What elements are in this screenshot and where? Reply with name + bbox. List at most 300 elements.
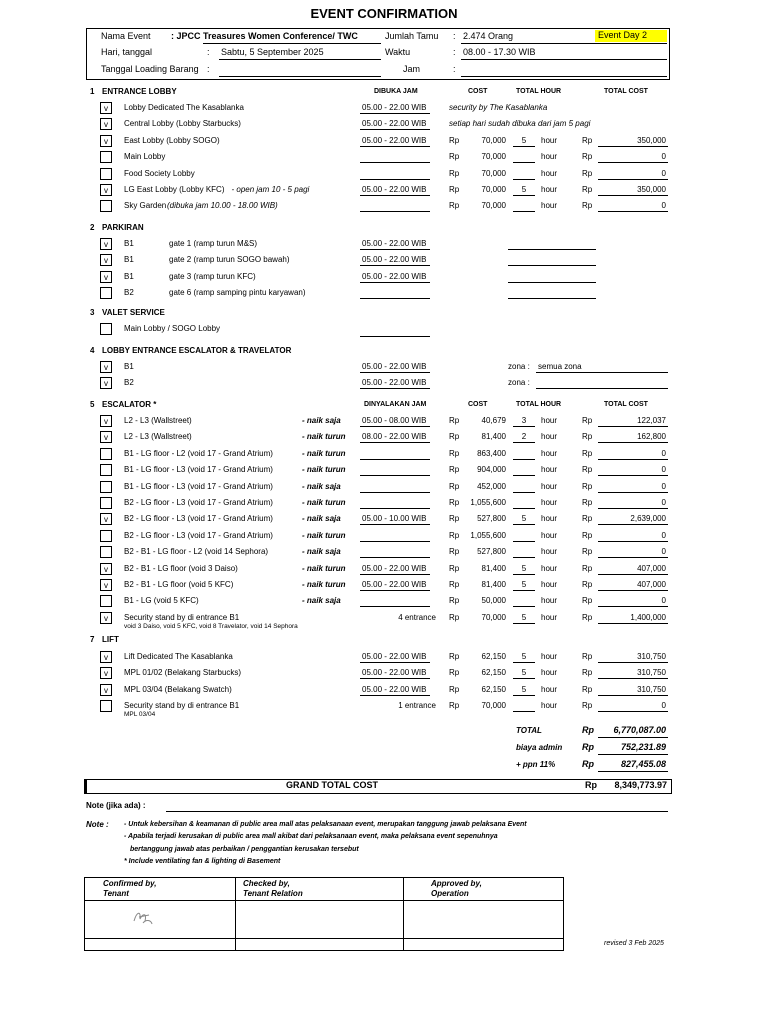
escalator-direction: - naik turun [302, 498, 346, 507]
checkbox[interactable]: v [100, 238, 112, 250]
cost-value: 70,000 [481, 201, 506, 211]
cost-rp: Rp [449, 185, 460, 194]
cost-value: 1,055,600 [470, 530, 506, 540]
waktu-label: Waktu [385, 47, 411, 57]
lobbyesc-jam: 05.00 - 22.00 WIB [362, 362, 427, 371]
checkbox[interactable]: v [100, 361, 112, 373]
section-2-num: 2 [90, 223, 95, 232]
total-rp: Rp [582, 432, 593, 442]
parkiran-jam: 05.00 - 22.00 WIB [362, 271, 427, 281]
hour-unit: hour [541, 481, 558, 491]
underline [513, 695, 535, 696]
lift-name: MPL 01/02 (Belakang Starbucks) [124, 668, 242, 678]
section-5-title: ESCALATOR * [102, 400, 157, 409]
total-rp: Rp [582, 547, 593, 557]
total-value: 350,000 [637, 135, 666, 145]
total-value: 0 [661, 481, 666, 491]
checked-by-label: Checked by, [243, 879, 290, 888]
lift-jam: 05.00 - 22.00 WIB [362, 652, 427, 661]
lift-jam: 1 entrance [398, 701, 436, 711]
total-value: 407,000 [637, 580, 666, 589]
entrance-jam: 05.00 - 22.00 WIB [362, 103, 427, 112]
checkbox[interactable] [100, 448, 112, 460]
underline [360, 388, 430, 389]
underline [513, 678, 535, 679]
escalator-direction: - naik saja [302, 514, 341, 524]
hours-value: 2 [521, 432, 527, 442]
confirmed-by-label: Confirmed by, [103, 879, 157, 888]
underline [598, 678, 668, 679]
checkbox[interactable]: v [100, 579, 112, 591]
total-value: 0 [661, 168, 666, 178]
cost-rp: Rp [449, 514, 460, 524]
parkiran-level: B1 [124, 255, 134, 265]
entrance-name: LG East Lobby (Lobby KFC) [124, 185, 225, 194]
cost-rp: Rp [449, 684, 460, 694]
total-label: TOTAL [516, 726, 542, 735]
cost-value: 70,000 [481, 168, 506, 178]
section-4-num: 4 [90, 346, 95, 355]
underline [513, 195, 535, 196]
hour-unit: hour [541, 168, 558, 178]
cost-rp: Rp [449, 652, 460, 661]
cost-rp: Rp [449, 448, 460, 458]
total-rp: Rp [582, 668, 593, 678]
underline [598, 211, 668, 212]
section-1-title: ENTRANCE LOBBY [102, 87, 177, 96]
total-value: 350,000 [637, 185, 666, 194]
escalator-jam: 4 entrance [398, 612, 436, 622]
admin-label: biaya admin [516, 743, 563, 752]
underline [360, 574, 430, 575]
hour-unit: hour [541, 185, 558, 194]
total-value: 0 [661, 201, 666, 211]
entrance-note: setiap hari sudah dibuka dari jam 5 pagi [449, 119, 591, 129]
approved-by-label: Approved by, [431, 879, 482, 888]
underline [360, 662, 430, 663]
lift-name: Security stand by di entrance B1 [124, 701, 240, 711]
total-value: 0 [661, 152, 666, 162]
escalator-jam: 08.00 - 22.00 WIB [362, 432, 427, 442]
underline [513, 508, 535, 509]
cost-value: 70,000 [481, 612, 506, 622]
hour-unit: hour [541, 514, 558, 524]
cost-rp: Rp [449, 201, 460, 211]
total-rp: Rp [582, 701, 593, 711]
escalator-direction: - naik turun [302, 465, 346, 475]
escalator-name: B2 - LG floor - L3 (void 17 - Grand Atrium) [124, 514, 273, 524]
hour-unit: hour [541, 135, 558, 145]
underline [513, 574, 535, 575]
entrance-name: Central Lobby (Lobby Starbucks) [124, 119, 241, 129]
underline [598, 623, 668, 624]
total-rp: Rp [582, 135, 593, 145]
hours-value: 5 [521, 563, 527, 573]
underline [513, 541, 535, 542]
hour-unit: hour [541, 701, 558, 711]
entrance-name: Sky Garden [124, 201, 167, 211]
section-3-title: VALET SERVICE [102, 308, 165, 317]
approved-role: Operation [431, 889, 469, 898]
parkiran-jam: 05.00 - 22.00 WIB [362, 239, 427, 248]
underline [360, 195, 430, 196]
entrance-name: East Lobby (Lobby SOGO) [124, 135, 220, 145]
cost-rp: Rp [449, 563, 460, 573]
hours-value: 5 [521, 684, 527, 694]
event-day-badge: Event Day 2 [595, 30, 667, 42]
underline [360, 426, 430, 427]
cost-value: 1,055,600 [470, 498, 506, 507]
note-line-4: * Include ventilating fan & lighting di Basement [124, 858, 281, 865]
cost-value: 904,000 [477, 465, 506, 475]
total-value: 1,400,000 [630, 612, 666, 622]
underline [513, 606, 535, 607]
lift-jam: 05.00 - 22.00 WIB [362, 668, 427, 678]
ppn-rp: Rp [582, 759, 594, 769]
note-label: Note (jika ada) : [86, 801, 146, 810]
escalator-name: B2 - LG floor - L3 (void 17 - Grand Atrium) [124, 498, 273, 507]
underline [598, 179, 668, 180]
total-value: 162,800 [637, 432, 666, 442]
underline [598, 606, 668, 607]
escalator-name: Security stand by di entrance B1 [124, 612, 240, 622]
hour-unit: hour [541, 530, 558, 540]
checkbox[interactable]: v [100, 102, 112, 114]
underline [508, 282, 596, 283]
cost-rp: Rp [449, 668, 460, 678]
parkiran-gate: gate 6 (ramp samping pintu karyawan) [169, 288, 306, 298]
cost-rp: Rp [449, 530, 460, 540]
checkbox[interactable] [100, 700, 112, 712]
total-rp: Rp [582, 201, 593, 211]
jumlah-tamu-value: 2.474 Orang [463, 31, 514, 41]
underline [508, 249, 596, 250]
hour-unit: hour [541, 416, 558, 425]
lobbyesc-name: B1 [124, 362, 134, 371]
hour-unit: hour [541, 563, 558, 573]
cost-value: 50,000 [481, 596, 506, 606]
col-total-cost: TOTAL COST [604, 88, 648, 95]
total-value: 6,770,087.00 [613, 725, 666, 735]
underline [360, 179, 430, 180]
entrance-jam: 05.00 - 22.00 WIB [362, 135, 427, 145]
cost-rp: Rp [449, 612, 460, 622]
signature-table [84, 877, 564, 951]
cost-value: 527,800 [477, 547, 506, 557]
hour-unit: hour [541, 668, 558, 678]
underline [513, 623, 535, 624]
underline [598, 557, 668, 558]
escalator-name: B1 - LG floor - L3 (void 17 - Grand Atrium) [124, 481, 273, 491]
checkbox[interactable] [100, 481, 112, 493]
cost-value: 40,679 [481, 416, 506, 425]
escalator-direction: - naik turun [302, 448, 346, 458]
escalator-direction: - naik saja [302, 416, 341, 425]
escalator-jam: 05.00 - 10.00 WIB [362, 514, 427, 524]
underline [508, 265, 596, 266]
parkiran-gate: gate 3 (ramp turun KFC) [169, 271, 256, 281]
underline [513, 590, 535, 591]
lift-name: Lift Dedicated The Kasablanka [124, 652, 233, 661]
underline [598, 524, 668, 525]
section-4-title: LOBBY ENTRANCE ESCALATOR & TRAVELATOR [102, 346, 292, 355]
underline [360, 162, 430, 163]
escalator-direction: - naik turun [302, 580, 346, 589]
checkbox[interactable] [100, 168, 112, 180]
checkbox[interactable]: v [100, 651, 112, 663]
col-total-cost-esc: TOTAL COST [604, 401, 648, 408]
underline [513, 492, 535, 493]
ppn-value: 827,455.08 [620, 759, 666, 769]
cost-rp: Rp [449, 580, 460, 589]
parkiran-jam: 05.00 - 22.00 WIB [362, 255, 427, 265]
hours-value: 5 [521, 514, 527, 524]
hour-unit: hour [541, 465, 558, 475]
hour-unit: hour [541, 580, 558, 589]
cost-rp: Rp [449, 701, 460, 711]
underline [360, 557, 430, 558]
underline [360, 336, 430, 337]
underline [513, 711, 535, 712]
ppn-label: + ppn 11% [516, 760, 556, 769]
checkbox[interactable] [100, 464, 112, 476]
underline [598, 442, 668, 443]
total-value: 310,750 [637, 652, 666, 661]
checkbox[interactable]: v [100, 667, 112, 679]
hours-value: 5 [521, 580, 527, 589]
total-rp: Rp [582, 530, 593, 540]
checkbox[interactable]: v [100, 135, 112, 147]
cost-value: 70,000 [481, 135, 506, 145]
underline [360, 459, 430, 460]
total-rp: Rp [582, 152, 593, 162]
underline [508, 298, 596, 299]
checkbox[interactable]: v [100, 254, 112, 266]
underline [598, 711, 668, 712]
underline [360, 508, 430, 509]
total-value: 2,639,000 [630, 514, 666, 524]
hours-value: 5 [521, 612, 527, 622]
escalator-jam: 05.00 - 22.00 WIB [362, 563, 427, 573]
entrance-extra: (dibuka jam 10.00 - 18.00 WIB) [167, 201, 278, 211]
checked-role: Tenant Relation [243, 889, 303, 898]
cost-rp: Rp [449, 152, 460, 162]
cost-value: 70,000 [481, 152, 506, 162]
total-value: 0 [661, 530, 666, 540]
section-5-num: 5 [90, 400, 95, 409]
hour-unit: hour [541, 596, 558, 606]
admin-value: 752,231.89 [620, 742, 666, 752]
jam-label: Jam [403, 64, 421, 74]
hours-value: 3 [521, 416, 527, 425]
total-value: 0 [661, 498, 666, 507]
entrance-note: security by The Kasablanka [449, 103, 548, 112]
underline [360, 492, 430, 493]
total-rp: Rp [582, 514, 593, 524]
underline [360, 524, 430, 525]
underline [598, 695, 668, 696]
underline [360, 129, 430, 130]
hour-unit: hour [541, 152, 558, 162]
cost-rp: Rp [449, 596, 460, 606]
zona-value: semua zona [538, 362, 582, 371]
checkbox[interactable]: v [100, 271, 112, 283]
valet-name: Main Lobby / SOGO Lobby [124, 324, 221, 333]
hari-label: Hari, tanggal [101, 47, 153, 57]
underline [360, 372, 430, 373]
cost-rp: Rp [449, 498, 460, 507]
signature-mark [131, 907, 155, 927]
col-total-hour: TOTAL HOUR [516, 88, 562, 95]
underline [513, 442, 535, 443]
underline [598, 662, 668, 663]
confirmed-role: Tenant [103, 889, 129, 898]
checkbox[interactable] [100, 530, 112, 542]
checkbox[interactable]: v [100, 684, 112, 696]
total-value: 0 [661, 547, 666, 557]
entrance-name: Main Lobby [124, 152, 166, 162]
grand-total-rp: Rp [585, 780, 597, 790]
underline [360, 541, 430, 542]
underline [513, 146, 535, 147]
total-rp: Rp [582, 580, 593, 589]
underline [598, 146, 668, 147]
hour-unit: hour [541, 498, 558, 507]
hour-unit: hour [541, 547, 558, 557]
cost-rp: Rp [449, 481, 460, 491]
escalator-name: B1 - LG (void 5 KFC) [124, 596, 199, 606]
nama-event-value: : JPCC Treasures Women Conference/ TWC [171, 31, 358, 41]
grand-total-value: 8,349,773.97 [614, 780, 667, 790]
total-rp: Rp [582, 416, 593, 425]
lift-name: MPL 03/04 (Belakang Swatch) [124, 684, 232, 694]
underline [598, 475, 668, 476]
parkiran-level: B1 [124, 239, 134, 248]
checkbox[interactable] [100, 287, 112, 299]
page-title: EVENT CONFIRMATION [310, 6, 458, 21]
note-line-3: bertanggung jawab atas perbaikan / penggantian kerusakan tersebut [130, 846, 359, 853]
hour-unit: hour [541, 612, 558, 622]
underline [360, 113, 430, 114]
underline [513, 162, 535, 163]
checkbox[interactable]: v [100, 377, 112, 389]
checkbox[interactable]: v [100, 184, 112, 196]
total-rp: Rp [582, 596, 593, 606]
hour-unit: hour [541, 432, 558, 442]
underline [513, 179, 535, 180]
underline [598, 459, 668, 460]
total-rp: Rp [582, 725, 594, 735]
total-rp: Rp [582, 684, 593, 694]
checkbox[interactable] [100, 151, 112, 163]
cost-value: 81,400 [481, 563, 506, 573]
hour-unit: hour [541, 448, 558, 458]
total-rp: Rp [582, 465, 593, 475]
escalator-direction: - naik turun [302, 563, 346, 573]
entrance-jam: 05.00 - 22.00 WIB [362, 119, 427, 129]
escalator-direction: - naik saja [302, 596, 341, 606]
checkbox[interactable]: v [100, 563, 112, 575]
underline [360, 249, 430, 250]
cost-rp: Rp [449, 135, 460, 145]
checkbox[interactable]: v [100, 612, 112, 624]
checkbox[interactable]: v [100, 415, 112, 427]
total-value: 407,000 [637, 563, 666, 573]
checkbox[interactable] [100, 200, 112, 212]
escalator-name: B1 - LG floor - L2 (void 17 - Grand Atrium) [124, 448, 273, 458]
jumlah-tamu-colon: : [453, 31, 456, 41]
underline [598, 195, 668, 196]
hours-value: 5 [521, 652, 527, 661]
cost-value: 62,150 [481, 668, 506, 678]
cost-rp: Rp [449, 416, 460, 425]
escalator-jam: 05.00 - 22.00 WIB [362, 580, 427, 589]
total-rp: Rp [582, 168, 593, 178]
cost-value: 70,000 [481, 185, 506, 194]
total-value: 0 [661, 701, 666, 711]
checkbox[interactable] [100, 595, 112, 607]
hour-unit: hour [541, 201, 558, 211]
underline [598, 162, 668, 163]
total-rp: Rp [582, 498, 593, 507]
total-value: 0 [661, 596, 666, 606]
section-1-num: 1 [90, 87, 95, 96]
hour-unit: hour [541, 684, 558, 694]
hour-unit: hour [541, 652, 558, 661]
checkbox[interactable] [100, 323, 112, 335]
checkbox[interactable] [100, 497, 112, 509]
jumlah-tamu-label: Jumlah Tamu [385, 31, 439, 41]
entrance-name: Food Society Lobby [124, 168, 195, 178]
parkiran-level: B1 [124, 271, 134, 281]
underline [360, 146, 430, 147]
col-cost: COST [468, 88, 488, 95]
checkbox[interactable]: v [100, 513, 112, 525]
escalator-direction: - naik saja [302, 481, 341, 491]
total-rp: Rp [582, 448, 593, 458]
cost-value: 81,400 [481, 580, 506, 589]
escalator-direction: - naik turun [302, 530, 346, 540]
escalator-direction: - naik saja [302, 547, 341, 557]
cost-value: 863,400 [477, 448, 506, 458]
waktu-colon: : [453, 47, 456, 57]
total-rp: Rp [582, 652, 593, 661]
underline [360, 211, 430, 212]
total-rp: Rp [582, 612, 593, 622]
checkbox[interactable]: v [100, 431, 112, 443]
underline [536, 388, 668, 389]
total-rp: Rp [582, 185, 593, 194]
underline [360, 442, 430, 443]
cost-value: 527,800 [477, 514, 506, 524]
escalator-name: L2 - L3 (Wallstreet) [124, 416, 192, 425]
checkbox[interactable] [100, 546, 112, 558]
grand-total-label: GRAND TOTAL COST [286, 780, 378, 790]
cost-value: 452,000 [477, 481, 506, 491]
total-rp: Rp [582, 481, 593, 491]
checkbox[interactable]: v [100, 118, 112, 130]
note-line-2: - Apabila terjadi kerusakan di public area mall akibat dari pelaksanaan event, maka pelaksana event sepenuhnya [124, 833, 498, 840]
escalator-name: B2 - LG floor - L3 (void 17 - Grand Atrium) [124, 530, 273, 540]
col-dibuka-jam: DIBUKA JAM [374, 88, 418, 95]
underline [513, 211, 535, 212]
parkiran-gate: gate 1 (ramp turun M&S) [169, 239, 258, 248]
underline [598, 590, 668, 591]
cost-rp: Rp [449, 465, 460, 475]
cost-rp: Rp [449, 168, 460, 178]
cost-rp: Rp [449, 547, 460, 557]
loading-label: Tanggal Loading Barang [101, 64, 199, 74]
